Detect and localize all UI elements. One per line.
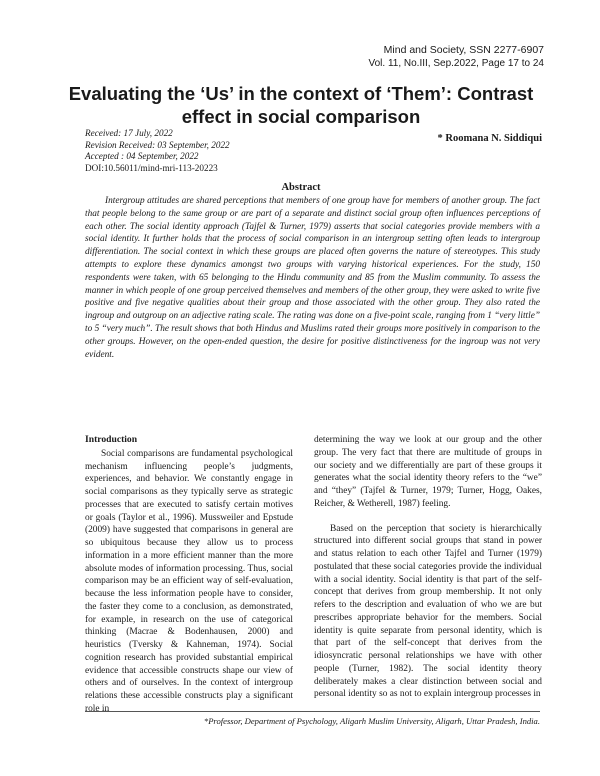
article-title: Evaluating the ‘Us’ in the context of ‘Them’: Contrast effect in social comparison [68,83,534,127]
journal-issue: Vol. 11, No.III, Sep.2022, Page 17 to 24 [368,58,544,69]
abstract-text: Intergroup attitudes are shared perceptions that members of one group have for members of another group. The fact that people belong to the same group or are part of a separate and distinct social group often influences perceptions of each other. The social identity approach (Tajfel & Turner, 1979) asserts that social categories provide members with a social identity. It further holds that the process of social comparison in an intergroup setting often leads to intergroup differentiation. The social context in which these groups are placed often governs the nature of stereotypes. This study attempts to explore these dynamics amongst two groups with varying historical experiences. For the study, 150 respondents were taken, with 65 belonging to the Hindu community and 85 from the Muslim community. To assess the manner in which people of one group perceived themselves and members of the other group, they were asked to write five positive and five negative qualities about their group and those associated with the other group. They also rated the ingroup and outgroup on an adjective rating scale. The rating was done on a five-point scale, ranging from 1 “very little” to 5 “very much”. The result shows that both Hindus and Muslims rated their groups more positively in comparison to the other groups. However, on the open-ended question, the desire for positive distinctiveness for the ingroup was not very evident. [85,196,540,360]
right-column [314,434,542,701]
body-paragraph: Social comparisons are fundamental psychological mechanism influencing people’s judgments, experiences, and behavior. We constantly engage in social comparisons as they typically serve as strategic processes that are executed to satisfy certain motives or goals (Taylor et al., 1996). Mussweiler and Epstude (2009) have suggested that comparisons in general are so ubiquitous because they allow us to process information in a more efficient manner than the more absolute modes of information processing. Thus, social comparison may be an efficient way of self-evaluation, because the less information people have to consider, the faster they come to a conclusion, as demonstrated, for example, in research on the use of categorical thinking (Macrae & Bodenhausen, 2000) and heuristics (Tversky & Kahneman, 1974). Social cognition research has provided substantial empirical evidence that accessible constructs shape our view of others and of ourselves. In the context of intergroup relations these accessible constructs play a significant role in [85,448,293,714]
body-paragraph: Based on the perception that society is hierarchically structured into different social groups that stand in power and status relation to each other Tajfel and Turner (1979) postulated that these social categories provide the individual with a social identity. Social identity is that part of the self-concept that derives from group membership. It not only refers to the description and evaluation of who we are but prescribes appropriate behavior for the members. Social identity is quite separate from personal identity, which is that part of the self-concept that derives from the idiosyncratic personal relationships we have with other people (Turner, 1982). The social identity theory deliberately makes a clear distinction between social and personal identity so as not to explain intergroup processes in [314,523,542,700]
accepted-date: Accepted : 04 September, 2022 [85,151,199,162]
received-date: Received: 17 July, 2022 [85,128,173,138]
revision-date: Revision Received: 03 September, 2022 [85,139,230,150]
body-paragraph: determining the way we look at our group and the other group. The very fact that there are multitude of groups in our society and we differentially are part of these groups it generates what the social identity theory refers to the “we” and “they” (Tajfel & Turner, 1979; Turner, Hogg, Oakes, Reicher, & Wetherell, 1987) feeling. [314,435,542,509]
abstract [85,195,540,361]
journal-name: Mind and Society, SSN 2277-6907 [383,44,544,56]
footnote-divider [85,711,540,712]
article-dates [85,128,385,174]
author-name: * Roomana N. Siddiqui [437,133,542,144]
journal-header [369,44,545,70]
left-column [85,434,293,716]
abstract-heading: Abstract [281,182,321,193]
introduction-heading: Introduction [85,434,138,445]
author-footnote: *Professor, Department of Psychology, Aligarh Muslim University, Aligarh, Uttar Pradesh, India. [203,716,540,726]
doi: DOI:10.56011/mind-mri-113-20223 [85,162,218,173]
